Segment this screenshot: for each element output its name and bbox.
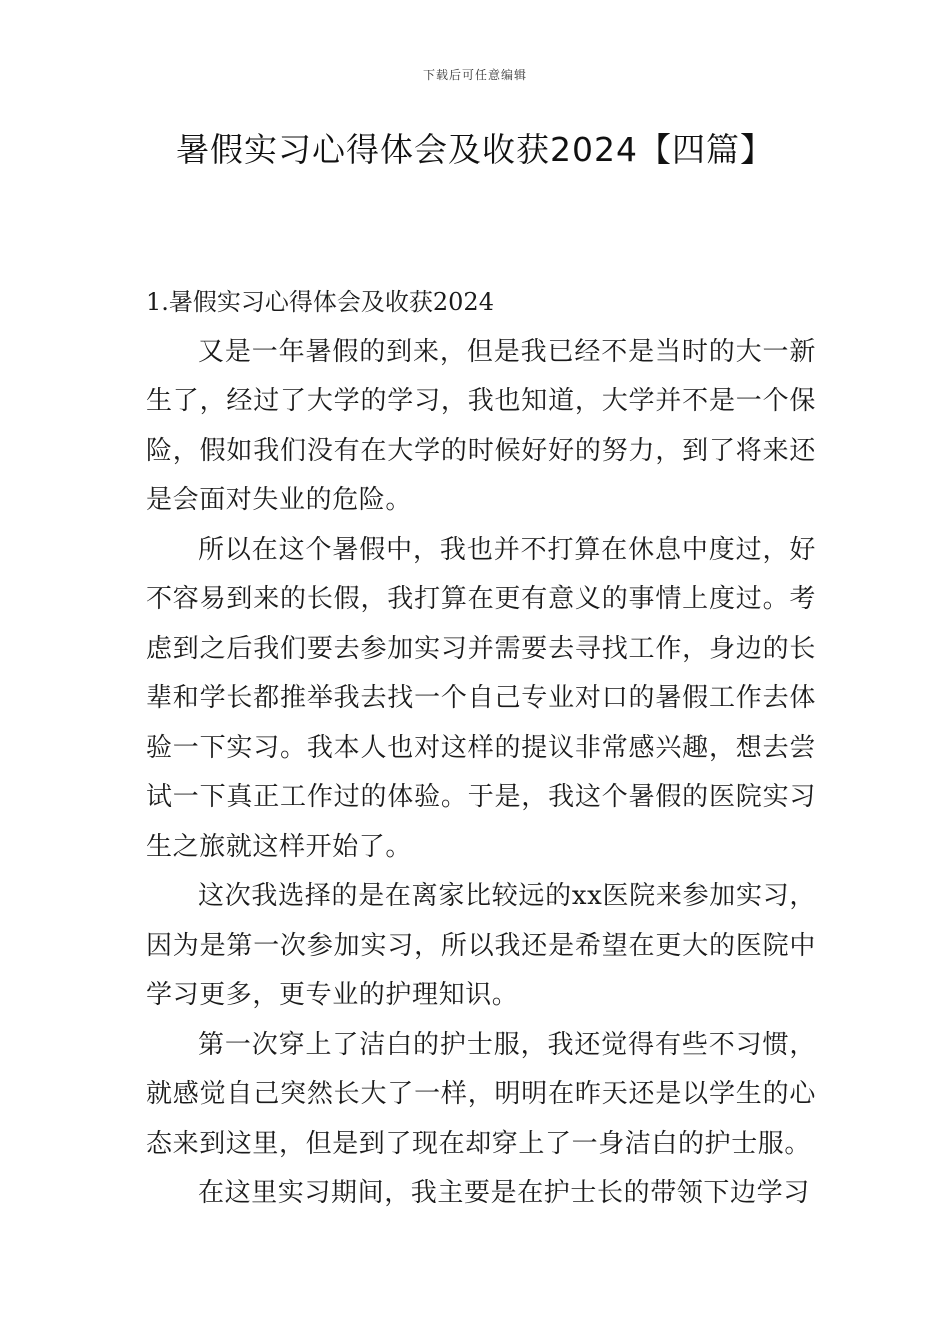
paragraph: 所以在这个暑假中，我也并不打算在休息中度过，好不容易到来的长假，我打算在更有意义的事情上度过。考虑到之后我们要去参加实习并需要去寻找工作，身边的长辈和学长都推举我去找一个自己专业对口的暑假工作去体验一下实习。我本人也对这样的提议非常感兴趣，想去尝试一下真正工作过的体验。于是，我这个暑假的医院实习生之旅就这样开始了。 xyxy=(146,534,816,862)
document-body xyxy=(146,278,816,1219)
header-note: 下载后可任意编辑 xyxy=(422,68,527,82)
paragraph: 又是一年暑假的到来，但是我已经不是当时的大一新生了，经过了大学的学习，我也知道，大学并不是一个保险，假如我们没有在大学的时候好好的努力，到了将来还是会面对失业的危险。 xyxy=(146,336,816,515)
paragraph: 这次我选择的是在离家比较远的xx医院来参加实习，因为是第一次参加实习，所以我还是希望在更大的医院中学习更多，更专业的护理知识。 xyxy=(146,881,816,1010)
paragraph: 在这里实习期间，我主要是在护士长的带领下边学习 xyxy=(198,1178,810,1208)
section-heading: 1.暑假实习心得体会及收获2024 xyxy=(146,288,494,316)
document-title: 暑假实习心得体会及收获2024【四篇】 xyxy=(176,130,774,169)
paragraph: 第一次穿上了洁白的护士服，我还觉得有些不习惯，就感觉自己突然长大了一样，明明在昨天还是以学生的心态来到这里，但是到了现在却穿上了一身洁白的护士服。 xyxy=(146,1029,816,1159)
